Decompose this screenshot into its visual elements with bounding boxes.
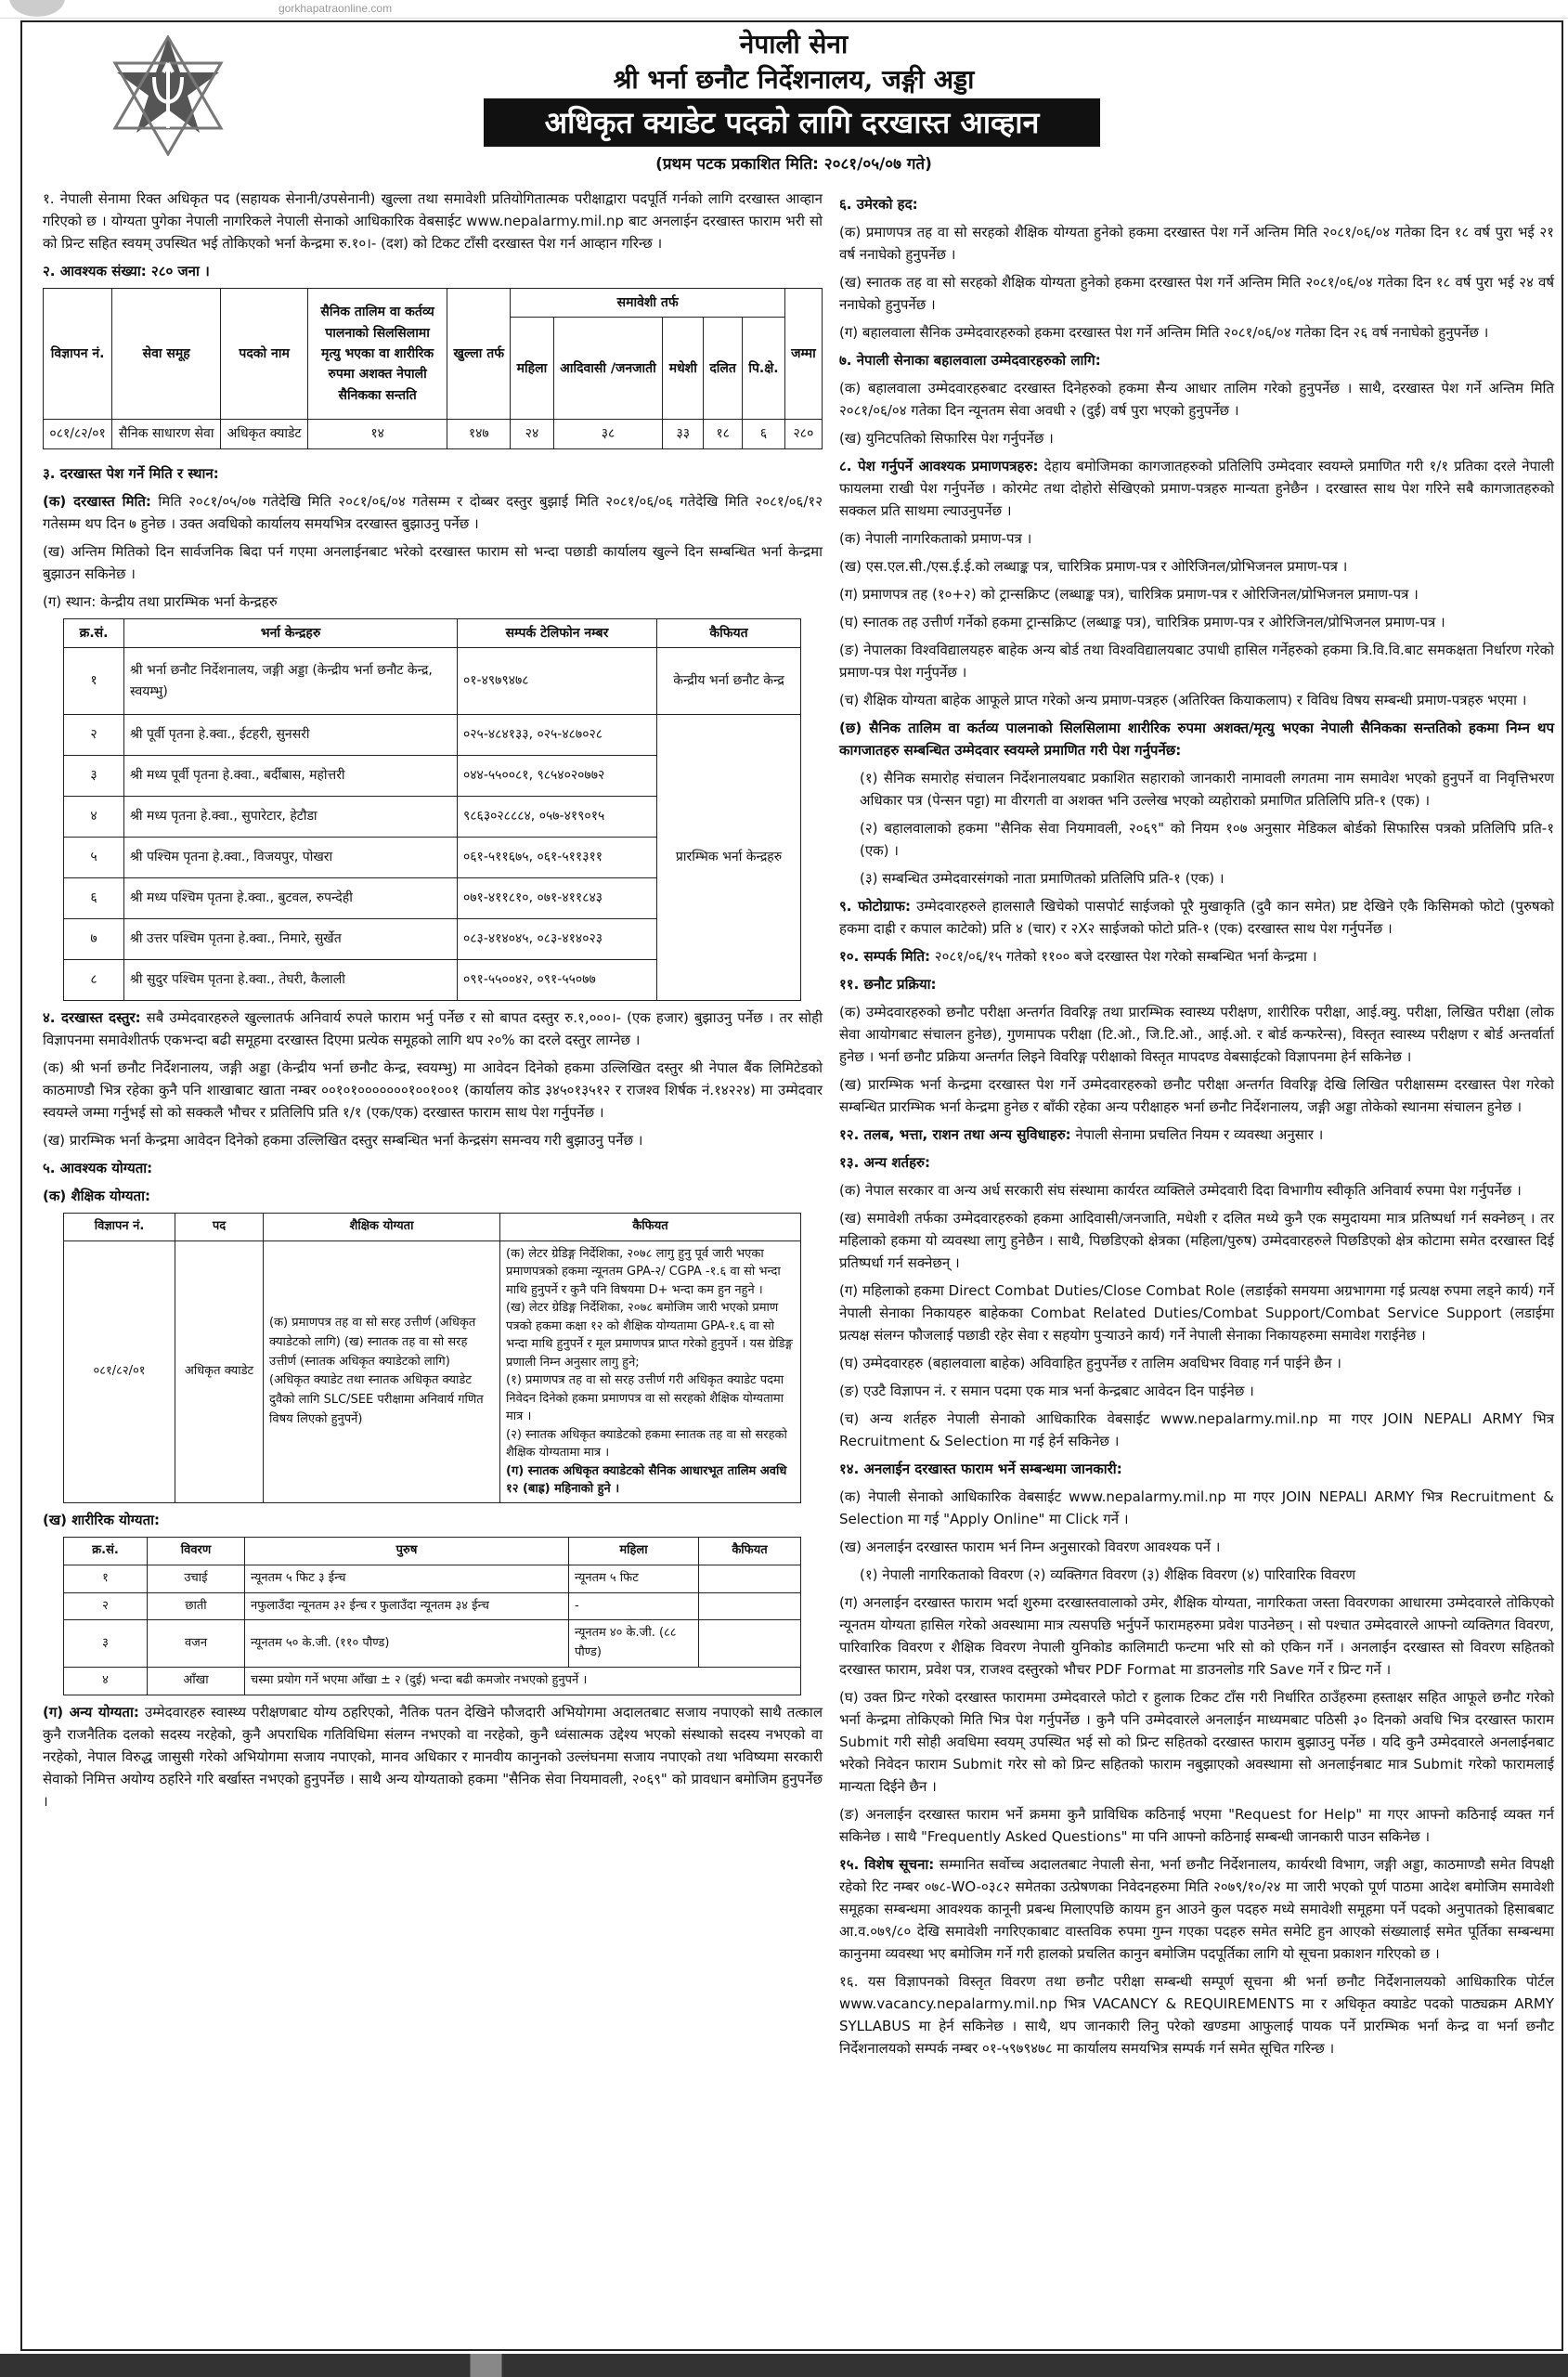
sec9-text: उम्मेदवारहरुले हालसालै खिचेको पासपोर्ट साईजको पूरै मुखाकृति (दुवै कान समेत) प्रष्ट देखिने एकै किसिमको फोटो (पुरुषको हकमा दाह्री र कपाल काटेको) प्रति ४ (चार) र २X२ साईजको फोटो प्रति-१ (एक) दरखास्त साथ पेश गर्नुपर्नेछ । [839,898,1554,937]
sec13-item: (क) नेपाल सरकार वा अन्य अर्ध सरकारी संघ संस्थामा कार्यरत व्यक्तिले उम्मेदवारी दिदा विभागीय स्वीकृति अनिवार्य रुपमा पेश गर्नुपर्नेछ । [839,1182,1522,1199]
sec5-ka: (क) शैक्षिक योग्यता: [43,1188,150,1205]
browser-topbar [0,0,1568,19]
cell: न्यूनतम ५ फिट [569,1565,699,1592]
cell: ४ [64,1667,148,1695]
cell: अधिकृत क्याडेट [175,1240,264,1502]
th-backward: पि.क्षे. [743,318,785,420]
sec11-ka: (क) उम्मेदवारहरुको छनौट परीक्षा अन्तर्गत विवरिङ्ग तथा प्रारम्भिक स्वास्थ्य परीक्षण, शारीरिक परीक्षा, आई.क्यु. परीक्षा, लिखित परीक्षा (लोक सेवा आयोगबाट संचालन हुनेछ), गुणमापक परीक्षा (टि.ओ., जि.टि.ओ., आई.ओ. र बोर्ड कन्फरेन्स), विस्तृत स्वास्थ्य परीक्षण र बोर्ड अन्तर्वार्ता हुनेछ । भर्ना छनौट प्रक्रिया अन्तर्गत लिइने विवरिङ्ग परीक्षाको विस्तृत मापदण्ड वेबसाईटको विज्ञापनमा हेर्न सकिनेछ । [839,1004,1554,1065]
notice-banner: अधिकृत क्याडेट पदको लागि दरखास्त आव्हान [484,98,1100,147]
cell: २४ [511,420,553,448]
sec6-ka: (क) प्रमाणपत्र तह वा सो सरहको शैक्षिक योग्यता हुनेको हकमा दरखास्त पेश गर्ने अन्तिम मिति २०८१/०६/०४ गतेका दिन १८ वर्ष पुरा भई २१ वर्ष ननाघेको हुनुपर्नेछ । [839,224,1554,263]
remark-2: (ख) लेटर ग्रेडिङ्ग निर्देशिका, २०७८ बमोजिम जारी भएको प्रमाण पत्रको हकमा कक्षा १२ को शैक्षिक योग्यतामा GPA-१.६ वा सो भन्दा माथि हुनुपर्ने र मूल प्रमाणपत्र प्राप्त गरेको हुनुपर्ने । यस ग्रेडिङ्ग प्रणाली निम्न अनुसार लागु हुने; [506,1301,793,1370]
cell: १ [64,648,124,715]
sec6-kha: (ख) स्नातक तह वा सो सरहको शैक्षिक योग्यता हुनेको हकमा दरखास्त पेश गर्ने अन्तिम मिति २०८१/०६/०४ गतेका दिन १८ वर्ष पुरा भई २४ वर्ष ननाघेको हुनुपर्नेछ । [839,274,1554,313]
cell: ३३ [663,420,704,448]
cell: ५ [64,838,124,878]
sec8-item: (क) नेपाली नागरिकताको प्रमाण-पत्र । [839,530,1032,547]
cell: १४७ [447,420,511,448]
th-service: सेवा समूह [112,289,221,420]
sec13-item: (ङ) एउटै विज्ञापन नं. र समान पदमा एक मात्र भर्ना केन्द्रबाट आवेदन दिन पाईनेछ । [839,1383,1254,1399]
published-date: (प्रथम पटक प्रकाशित मिति: २०८१/०५/०७ गते) [655,155,932,174]
sec5-ga-text: उम्मेदवारहरु स्वास्थ्य परीक्षणबाट योग्य ठहरिएको, नैतिक पतन देखिने फौजदारी अभियोगमा अदालतबाट सजाय नपाएको साथै तत्काल कुनै राजनैतिक दलको सदस्य नरहेको, कुनै अपराधिक गतिविधिमा संलग्न नभएको वा नरहेको, कुनै ध्वंसात्मक उद्देश्य भएको संस्थाको सदस्य नभएको वा नरहेको, नेपाल विरुद्ध जासुसी गरेको अभियोगमा सजाय नपाएको, मानव अधिकार र मानवीय कानुनको उल्लंघनमा सजाय नपाएको तथा भविष्यमा सरकारी सेवाको निमित्त अयोग्य ठहरिने गरि बर्खास्त नभएको हुनुपर्नेछ । साथै अन्य योग्यताको हकमा "सैनिक सेवा नियमावली, २०६९" को प्रावधान बमोजिम हुनुपर्नेछ । [43,1703,823,1810]
site-logo [9,0,65,17]
sec2-title: २. आवश्यक संख्या: २८० जना । [43,263,210,279]
cell: प्रारम्भिक भर्ना केन्द्रहरु [657,715,801,1001]
table-row [64,1592,801,1620]
cell: न्यूनतम ५ फिट ३ ईन्च [245,1565,569,1592]
th-total: जम्मा [784,289,822,420]
th-descendants: सैनिक तालिम वा कर्तव्य पालनाको सिलसिलामा मृत्यु भएका वा शारीरिक रुपमा अशक्त नेपाली सैनिकका सन्तति [308,289,447,420]
cell: ३८ [553,420,663,448]
intro-text: १. नेपाली सेनामा रिक्त अधिकृत पद (सहायक सेनानी/उपसेनानी) खुल्ला तथा समावेशी प्रतियोगितात्मक परीक्षाद्वारा पदपूर्ति गर्नको लागि दरखास्त आव्हान गरिएको छ । योग्यता पुगेका नेपाली नागरिकले नेपाली सेनाको आधिकारिक वेबसाईट www.nepalarmy.mil.np बाट अनलाईन दरखास्त फाराम भरी सो को प्रिन्ट सहित स्वयम् उपस्थित भई तोकिएको भर्ना केन्द्रमा रु.१०।- (दश) को टिकट टाँसी दरखास्त पेश गर्न आव्हान गरिन्छ । [43,190,823,252]
remark-5: (ग) स्नातक अधिकृत क्याडेटको सैनिक आधारभूत तालिम अवधि १२ (बाह्र) महिनाको हुने । [506,1463,787,1497]
sec3-title: ३. दरखास्त पेश गर्ने मिति र स्थान: [43,464,219,482]
vacancy-table [43,288,823,449]
sec7-ka: (क) बहालवाला उम्मेदवारहरुबाट दरखास्त दिनेहरुको हकमा सैन्य आधार तालिम गरेको हुनुपर्नेछ । साथै, दरखास्त पेश गर्ने अन्तिम मिति २०८१/०६/०४ गतेका दिन न्यूनतम सेवा अवधी २ (दुई) वर्ष पुरा भएको हुनुपर्नेछ । [839,380,1554,419]
cell: अधिकृत क्याडेट [221,420,308,448]
cell: न्यूनतम ५० के.जी. (११० पौण्ड) [245,1620,569,1668]
sec8-sub: (३) सम्बन्धित उम्मेदवारसंगको नाता प्रमाणितको प्रतिलिपि प्रति-१ (एक) । [860,870,1225,887]
table-row [64,1565,801,1592]
cell: १ [64,1565,148,1592]
cell: ९८६३०२८८८४, ०५७-४१९०१५ [458,797,657,838]
sec13-item: (ग) महिलाको हकमा Direct Combat Duties/Close Combat Role (लडाईको समयमा अग्रभागमा गई प्रत्यक्ष रुपमा लड्ने कार्य) गर्ने नेपाली सेनाका निकायहरु बाहेकका Combat Related Duties/Combat Support/Combat Service Support (लडाईमा प्रत्यक्ष संलग्न फौजलाई पछाडी रहेर सेवा र सहयोग पुऱ्याउने कार्य) गर्ने नेपाली सेनाका निकायहरुमा समावेश गराईनेछ । [839,1282,1554,1344]
cell: ७ [64,919,124,960]
dept-title: श्री भर्ना छनौट निर्देशनालय, जङ्गी अड्डा [613,64,975,95]
th-item: विवरण [148,1537,245,1565]
sec8-item: (ङ) नेपालका विश्वविद्यालयहरु बाहेक अन्य बोर्ड तथा विश्वविद्यालयबाट उपाधी हासिल गर्नेहरुको हकमा त्रि.वि.वि.बाट समकक्षता निर्धारण गरेको प्रमाण-पत्र पेश गर्नुपर्नेछ । [839,642,1554,681]
notice-header [22,22,1563,174]
education-table [63,1213,801,1503]
cell: ०२५-४८४१३३, ०२५-४८७०२८ [458,715,657,756]
cell: वजन [148,1620,245,1668]
cell: श्री पूर्वी पृतना हे.क्वा., ईटहरी, सुनसरी [124,715,458,756]
table-row [44,420,823,448]
sec4-text: सबै उम्मेदवारहरुले खुल्लातर्फ अनिवार्य रुपले फाराम भर्नु पर्नेछ र सो बापत दस्तुर रु.१,०००।- (एक हजार) बुझाउनु पर्नेछ । तर सोही विज्ञापनमा समावेशीतर्फ एकभन्दा बढी समूहमा दरखास्त दिएमा प्रत्येक समूहको लागि थप २०% का दरले दस्तुर लाग्नेछ । [43,1009,823,1049]
table-row [64,1240,801,1502]
sec14-item: (ख) अनलाईन दरखास्त फाराम भर्न निम्न अनुसारको विवरण आवश्यक पर्ने । [839,1539,1221,1555]
table-row [64,715,801,756]
cell: श्री पश्चिम पृतना हे.क्वा., विजयपुर, पोखरा [124,838,458,878]
sec8-text: देहाय बमोजिमका कागजातहरुको प्रतिलिपि उम्मेदवार स्वयम्ले प्रमाणित गरी १/१ प्रतिका दरले नेपाली फायलमा राखी पेश गर्नुपर्नेछ । कोरमेट तथा दोहोरो सेखिएको प्रमाण-पत्रहरु मान्यता हुनेछैन । दरखास्त साथ पेश गरिने सबै कागजातहरुको सक्कल प्रति साथमा ल्याउनुपर्नेछ । [839,458,1554,519]
sec15-text: सम्मानित सर्वोच्च अदालतबाट नेपाली सेना, भर्ना छनौट निर्देशनालय, कार्यरथी विभाग, जङ्गी अड्डा, काठमाण्डौ समेत विपक्षी रहेको रिट नम्बर ०७८-WO-०३८२ समेतका उत्प्रेषणका निवेदनहरुमा मिति २०७९/१०/२४ मा जारी भएको पूर्ण पाठमा आदेश बमोजिम समावेशी समूहका सम्बन्धमा आवश्यक कानूनी प्रबन्ध मिलाएपछि कायम हुन आउने कुल पदहरु मध्ये समावेशी समूहमा पर्ने पदको अनुपातको हिसाबबाट आ.व.०७९/८० देखि समावेशी नगरिएकाबाट वास्तविक रुपमा गुम्न गएका पदहरु समेत समेटि हुन आएको संख्यालाई समेत पूर्तिका सम्बन्धमा कानुनमा व्यवस्था भए बमोजिम गर्ने गरी हालको प्रचलित कानुन बमोजिम पदपूर्तिका लागि यो सूचना प्रकाशन गरिएको छ । [839,1856,1554,1962]
cell: ०१-४९७९४७८ [458,648,657,715]
sec4-ka: (क) श्री भर्ना छनौट निर्देशनालय, जङ्गी अड्डा (केन्द्रीय भर्ना छनौट केन्द्र, स्वयम्भु) मा आवेदन दिनेको हकमा उल्लिखित दस्तुर श्री नेपाल बैंक लिमिटेडको काठमाण्डौ भित्र रहेका कुनै पनि शाखाबाट खाता नम्बर ००१०१०००००००१००१००१ (कार्यालय कोड ३४५०१३५१२ र राजश्व शिर्षक नं.१४२२४) मा उम्मेदवार स्वयम्ले जम्मा गर्नुभई सो को सक्कलै भौचर र प्रतिलिपि प्रति १/१ (एक/एक) दरखास्त फाराम साथ पेश गर्नुपर्नेछ । [43,1059,823,1122]
th-center: भर्ना केन्द्रहरु [124,618,458,647]
cell: केन्द्रीय भर्ना छनौट केन्द्र [657,648,801,715]
th-open: खुल्ला तर्फ [447,289,511,420]
cell: १८ [704,420,743,448]
th-remark: कैफियत [657,618,801,647]
th-male: पुरुष [245,1537,569,1565]
sec9-title: ९. फोटोग्राफ: [839,898,911,915]
table-row [64,1620,801,1668]
th-post: पद [175,1214,264,1241]
notice-page [20,20,1563,2351]
th-madhesi: मधेशी [663,318,704,420]
th-adv: विज्ञापन नं. [64,1214,175,1241]
sec4-title: ४. दरखास्त दस्तुर: [43,1009,141,1027]
cell: - [569,1592,699,1620]
sec14-item: (ग) अनलाईन दरखास्त फाराम भर्दा शुरुमा दरखास्तवालाको उमेर, शैक्षिक योग्यता, नागरिकता जस्ता विवरणका आधारमा उम्मेदवारले तोकिएको न्यूनतम योग्यता हासिल गरेको अवस्थामा मात्र त्यसपछि भर्नुपर्ने फारामहरुमा प्रवेश पाउनेछन् । सो पश्चात उम्मेदवारले आफ्नो व्यक्तिगत विवरण, पारिवारिक विवरण र शैक्षिक विवरण नेपाली युनिकोड कालिमाटी फन्टमा भरि सो को एकिन गर्ने । अनलाईन दरखास्त सो विवरण सहितको दरखास्त फाराम, प्रवेश पत्र, राजश्व दस्तुरको भौचर PDF Format मा डाउनलोड गरि Save गर्ने र प्रिन्ट गर्ने । [839,1594,1554,1678]
cell: ४ [64,797,124,838]
cell: १४ [308,420,447,448]
cell: ०८१/८२/०१ [64,1240,175,1502]
sec15-title: १५. विशेष सूचना: [839,1856,935,1873]
cell: सैनिक साधारण सेवा [112,420,221,448]
sec11-title: ११. छनौट प्रक्रिया: [839,976,937,993]
table-row [64,1667,801,1695]
cell: श्री भर्ना छनौट निर्देशनालय, जङ्गी अड्डा (केन्द्रीय भर्ना छनौट केन्द्र, स्वयम्भु) [124,648,458,715]
sec5-title: ५. आवश्यक योग्यता: [43,1160,153,1177]
sec8-item: (ख) एस.एल.सी./एस.ई.ई.को लब्धाङ्क पत्र, चारित्रिक प्रमाण-पत्र र ओरिजिनल/प्रोभिजनल प्रमाण-पत्र । [839,558,1348,575]
centers-table [63,618,801,1001]
sec13-item: (ख) समावेशी तर्फका उम्मेदवारहरुको हकमा आदिवासी/जनजाति, मधेशी र दलित मध्ये कुनै एक समुदायमा मात्र प्रतिष्पर्धा गर्न सक्नेछन् । तर महिलाको हकमा यो व्यवस्था लागु हुनेछैन । साथै, पिछडिएको क्षेत्रका (महिला/पुरुष) उम्मेदवारहरुले पिछडिएको क्षेत्र कोटामा समेत दरखास्त दिई प्रतिष्पर्धा गर्न सक्नेछन् । [839,1210,1554,1271]
cell: श्री सुदुर पश्चिम पृतना हे.क्वा., तेघरी, कैलाली [124,960,458,1001]
sec5-ga-label: (ग) अन्य योग्यता: [43,1703,139,1721]
sec10-title: १०. सम्पर्क मिति: [839,948,930,965]
table-row [64,648,801,715]
th-women: महिला [511,318,553,420]
cell: छाती [148,1592,245,1620]
sec14-item: (ङ) अनलाईन दरखास्त फाराम भर्ने क्रममा कुनै प्राविधिक कठिनाई भएमा "Request for Help" मा गएर आफ्नो कठिनाई व्यक्त गर्न सकिनेछ । साथै "Frequently Asked Questions" मा पनि आफ्नो कठिनाई सम्बन्धी जानकारी पाउन सकिनेछ । [839,1806,1554,1845]
sec12-title: १२. तलब, भत्ता, राशन तथा अन्य सुविधाहरु: [839,1126,1071,1143]
th-remark: कैफियत [500,1214,801,1241]
cell: ३ [64,1620,148,1668]
sec14-title: १४. अनलाईन दरखास्त फाराम भर्ने सम्बन्धमा जानकारी: [839,1461,1122,1477]
sec12-text: नेपाली सेनामा प्रचलित नियम र व्यवस्था अनुसार । [1075,1126,1324,1143]
cell: (क) प्रमाणपत्र तह वा सो सरह उत्तीर्ण (अधिकृत क्याडेटको लागि) (ख) स्नातक तह वा सो सरह उत्तीर्ण (स्नातक अधिकृत क्याडेटको लागि) (अधिकृत क्याडेट तथा स्नातक अधिकृत क्याडेट दुवैको लागि SLC/SEE परीक्षामा अनिवार्य गणित विषय लिएको हुनुपर्ने) [264,1240,500,1502]
th-qual: शैक्षिक योग्यता [264,1214,500,1241]
cell: उचाई [148,1565,245,1592]
cell: ६ [64,878,124,919]
sec3-ka-text: मिति २०८१/०५/०७ गतेदेखि मिति २०८१/०६/०४ गतेसम्म र दोब्बर दस्तुर बुझाई मिति २०८१/०६/०६ गतेदेखि मिति २०८१/०६/१२ गतेसम्म थप दिन ७ हुनेछ । उक्त अवधिको कार्यालय समयभित्र दरखास्त बुझाउनु पर्नेछ । [43,492,823,532]
cell: ०४४-५५००८१, ९८५४०२०७७२ [458,756,657,797]
cell: ०८३-४१४०४५, ०८३-४१४०२३ [458,919,657,960]
sec6-ga: (ग) बहालवाला सैनिक उम्मेदवारहरुको हकमा दरखास्त पेश गर्ने अन्तिम मिति २०८१/०६/०४ गतेका दिन २६ वर्ष ननाघेको हुनुपर्नेछ । [839,324,1489,341]
cell [699,1592,801,1620]
th-sn: क्र.सं. [64,618,124,647]
remark-3: (१) प्रमाणपत्र तह वा सो सरह उत्तीर्ण गरी अधिकृत क्याडेट पदमा निवेदन दिनेको हकमा प्रमाणपत्र वा सो सरहको शैक्षिक योग्यतामा मात्र । [506,1373,784,1424]
sec14-item: (घ) उक्त प्रिन्ट गरेको दरखास्त फाराममा उम्मेदवारले फोटो र हुलाक टिकट टाँस गरी निर्धारित ठाउँहरुमा हस्ताक्षर सहित आफूले छनौट गरेको भर्ना केन्द्रमा तोकिएको मिति भित्र पेश गर्नुपर्नेछ । कुनै पनि उम्मेदवारले अनलाईन माध्यमबाट पठिसी ३० दिनको अवधि भित्र दरखास्त फाराम Submit गरी सोही अवधिमा स्वयम् उपस्थित भई सो को प्रिन्ट सहितको दरखास्त फाराम बुझाउनु पर्नेछ । यदि कुनै उम्मेदवारले अनलाईनबाट भरेको निवेदन फाराम Submit गरेर सो को प्रिन्ट सहितको फाराम नबुझाएको अवस्थामा सो अनलाईनबाट मात्र Submit गरेको फारामलाई मान्यता दिईने छैन । [839,1689,1554,1795]
sec3-kha-text: (ख) अन्तिम मितिको दिन सार्वजनिक बिदा पर्न गएमा अनलाईनबाट भरेको दरखास्त फाराम सो भन्दा पछाडी कार्यालय खुल्ने दिन सम्बन्धित भर्ना केन्द्रमा बुझाउन सकिनेछ । [43,542,823,582]
sec7-kha: (ख) युनिटपतिको सिफारिस पेश गर्नुपर्नेछ । [839,430,1054,447]
sec7-title: ७. नेपाली सेनाका बहालवाला उम्मेदवारहरुको लागि: [839,352,1101,369]
cell: ०९१-५५००४२, ०९१-५५०७७ [458,960,657,1001]
sec13-title: १३. अन्य शर्तहरु: [839,1154,931,1171]
sec10-text: २०८१/०६/१५ गतेको ११०० बजे दरखास्त पेश गरेको सम्बन्धित भर्ना केन्द्रमा । [934,948,1317,965]
cell: आँखा [148,1667,245,1695]
cell: ०६१-५११६७५, ०६१-५११३११ [458,838,657,878]
sec13-item: (च) अन्य शर्तहरु नेपाली सेनाको आधिकारिक वेबसाईट www.nepalarmy.mil.np मा गएर JOIN NEPALI ARMY भित्र Recruitment & Selection मा गई हेर्न सकिनेछ । [839,1410,1554,1449]
sec14-item: (१) नेपाली नागरिकताको विवरण (२) व्यक्तिगत विवरण (३) शैक्षिक विवरण (४) पारिवारिक विवरण [860,1566,1356,1583]
sec8-sub: (२) बहालवालाको हकमा "सैनिक सेवा नियमावली, २०६९" को नियम १०७ अनुसार मेडिकल बोर्डको सिफारिस पत्रको प्रतिलिपि प्रति-१ (एक) । [860,820,1554,859]
sec8-title: ८. पेश गर्नुपर्ने आवश्यक प्रमाणपत्रहरु: [839,458,1039,474]
cell: २८० [784,420,822,448]
th-post: पदको नाम [221,289,308,420]
left-column [43,188,823,1818]
cell: श्री मध्य पूर्वी पृतना हे.क्वा., बर्दीबास, महोत्तरी [124,756,458,797]
cell: ०७१-४११८१०, ०७१-४११८४३ [458,878,657,919]
cell: श्री मध्य पश्चिम पृतना हे.क्वा., बुटवल, रुपन्देही [124,878,458,919]
cell: ८ [64,960,124,1001]
cell: २ [64,715,124,756]
bottom-bar [0,2354,1568,2377]
cell [699,1565,801,1592]
th-janajati: आदिवासी /जनजाती [553,318,663,420]
sec8-sub: (१) सैनिक समारोह संचालन निर्देशनालयबाट प्रकाशित सहाराको जानकारी नामावली लगतमा नाम समावेश भएको हुनुपर्ने वा निवृत्तिभरण अधिकार पत्र (पेन्सन पट्टा) मा वीरगती वा अशक्त भनि उल्लेख भएको व्यहोराको प्रमाणित प्रतिलिपि प्रति-१ (एक) । [860,770,1554,809]
cell: नफुलाउँदा न्यूनतम ३२ ईन्च र फुलाउँदा न्यूनतम ३४ ईन्च [245,1592,569,1620]
sec5-kha: (ख) शारीरिक योग्यता: [43,1511,161,1528]
sec3-ga-text: (ग) स्थान: केन्द्रीय तथा प्रारम्भिक भर्ना केन्द्रहरु [43,592,278,610]
sec3-ka-label: (क) दरखास्त मिति: [43,492,151,510]
cell: २ [64,1592,148,1620]
cell [699,1620,801,1668]
cell: चस्मा प्रयोग गर्ने भएमा आँखा ± २ (दुई) भन्दा बढी कमजोर नभएको हुनुपर्ने । [245,1667,801,1695]
sec8-item: (घ) स्नातक तह उत्तीर्ण गर्नेको हकमा ट्रान्सक्रिप्ट (लब्धाङ्क पत्र), चारित्रिक प्रमाण-पत्र र ओरिजिनल/प्रोभिजनल प्रमाण-पत्र । [839,614,1445,630]
cell: श्री उत्तर पश्चिम पृतना हे.क्वा., निमारे, सुर्खेत [124,919,458,960]
sec4-kha: (ख) प्रारम्भिक भर्ना केन्द्रमा आवेदन दिनेको हकमा उल्लिखित दस्तुर सम्बन्धित भर्ना केन्द्रसंग समन्वय गरी बुझाउनु पर्नेछ । [43,1132,643,1150]
sec14-item: (क) नेपाली सेनाको आधिकारिक वेबसाईट www.nepalarmy.mil.np मा गएर JOIN NEPALI ARMY भित्र Recruitment & Selection मा गई "Apply Online" मा Click गर्ने । [839,1488,1554,1527]
cell: ३ [64,756,124,797]
remark-4: (२) स्नातक अधिकृत क्याडेटको हकमा स्नातक तह वा सो सरहको शैक्षिक योग्यतामा मात्र । [506,1427,787,1461]
sec11-kha: (ख) प्रारम्भिक भर्ना केन्द्रमा दरखास्त पेश गर्ने उम्मेदवारहरुको छनौट परीक्षा अन्तर्गत विवरिङ्ग देखि लिखित परीक्षासम्म दरखास्त पेश गरेको सम्बन्धित प्रारम्भिक भर्ना केन्द्रमा हुनेछ र बाँकी रहेका अन्य परीक्षाहरु भर्ना छनौट निर्देशनालय, जङ्गी अड्डा तोकेको स्थानमा संचालन हुनेछ । [839,1076,1554,1115]
sec8-item: (च) शैक्षिक योग्यता बाहेक आफूले प्राप्त गरेको अन्य प्रमाण-पत्रहरु (अतिरिक्त कियाकलाप) र विविध विषय सम्बन्धी प्रमाण-पत्रहरु भएमा । [839,692,1527,708]
right-column [839,188,1554,2065]
sec16-text: १६. यस विज्ञापनको विस्तृत विवरण तथा छनौट परीक्षा सम्बन्धी सम्पूर्ण सूचना श्री भर्ना छनौट निर्देशनालयको आधिकारिक पोर्टल www.vacancy.nepalarmy.mil.np भित्र VACANCY & REQUIREMENTS मा र अधिकृत क्याडेट पदको पाठ्यक्रम ARMY SYLLABUS मा हेर्न सकिनेछ । साथै, थप जानकारी लिनु परेको खण्डमा आफुलाई पायक पर्ने प्रारम्भिक भर्ना केन्द्र वा भर्ना छनौट निर्देशनालयको सम्पर्क नम्बर ०१-५९७९४७८ मा कार्यालय समयभित्र सम्पर्क गर्न समेत सूचित गरिन्छ । [839,1973,1554,2057]
sec13-item: (घ) उम्मेदवारहरु (बहालवाला बाहेक) अविवाहित हुनुपर्नेछ र तालिम अवधिभर विवाह गर्न पाईने छैन । [839,1355,1341,1371]
sec8-item: (ग) प्रमाणपत्र तह (१०+२) को ट्रान्सक्रिप्ट (लब्धाङ्क पत्र), चारित्रिक प्रमाण-पत्र र ओरिजिनल/प्रोभिजनल प्रमाण-पत्र । [839,586,1419,603]
th-adv: विज्ञापन नं. [44,289,112,420]
th-phone: सम्पर्क टेलिफोन नम्बर [458,618,657,647]
sec6-title: ६. उमेरको हद: [839,196,918,213]
sec8-chha: (छ) सैनिक तालिम वा कर्तव्य पालनाको सिलसिलामा शारीरिक रुपमा अशक्त/मृत्यु भएका नेपाली सैनिकका सन्ततिको हकमा निम्न थप कागजातहरु सम्बन्धित उम्मेदवार स्वयम्ले प्रमाणित गरी पेश गर्नुपर्नेछ: [839,720,1554,759]
th-sn: क्र.सं. [64,1537,148,1565]
th-dalit: दलित [704,318,743,420]
cell: ६ [743,420,785,448]
th-inclusive: समावेशी तर्फ [511,289,784,318]
physical-table [63,1537,801,1695]
remark-1: (क) लेटर ग्रेडिङ्ग निर्देशिका, २०७८ लागु हुनु पूर्व जारी भएका प्रमाणपत्रको हकमा न्यूनतम GPA-२/ CGPA -१.६ वा सो भन्दा माथि हुनुपर्ने र कुनै पनि विषयमा D+ भन्दा कम हुन नहुने । [506,1246,781,1297]
remark-cell [500,1240,801,1502]
cell: ०८१/८२/०१ [44,420,112,448]
th-female: महिला [569,1537,699,1565]
cell: श्री मध्य पृतना हे.क्वा., सुपारेटार, हेटौडा [124,797,458,838]
org-title: नेपाली सेना [739,29,849,59]
th-remark: कैफियत [699,1537,801,1565]
cell: न्यूनतम ४० के.जी. (८८ पौण्ड) [569,1620,699,1668]
site-url: gorkhapatraonline.com [279,2,393,15]
